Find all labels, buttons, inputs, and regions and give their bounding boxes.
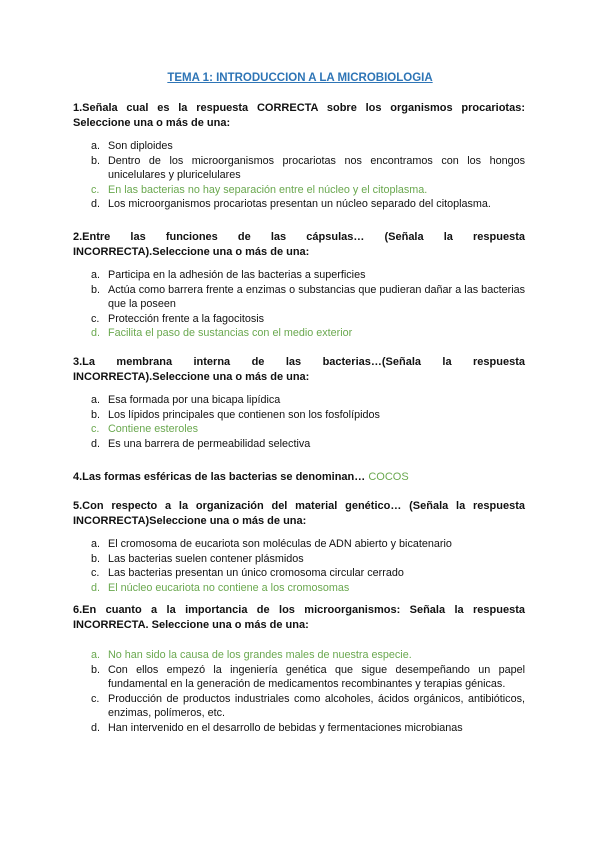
option-b: b. Actúa como barrera frente a enzimas o substancias que pudieran dañar a las bacterias que la poseen <box>91 283 525 310</box>
option-b: b. Las bacterias suelen contener plásmidos <box>91 552 304 565</box>
options-list <box>73 139 525 212</box>
question-6 <box>73 603 525 735</box>
question-text: 3.La membrana interna de las bacterias…(Señala la respuesta INCORRECTA).Seleccione una o más de una: <box>73 356 525 383</box>
option-d-correct: d. Facilita el paso de sustancias con el medio exterior <box>91 327 353 339</box>
option-c-correct: c. En las bacterias no hay separación entre el núcleo y el citoplasma. <box>91 183 428 196</box>
option-a: a. Esa formada por una bicapa lipídica <box>91 394 281 406</box>
options-list <box>73 268 525 341</box>
option-b: b. Dentro de los microorganismos procariotas nos encontramos con los hongos unicelulares y pluricelulares <box>91 154 525 181</box>
question-2 <box>73 230 525 341</box>
answer-text: COCOS <box>368 471 409 483</box>
option-a: a. Participa en la adhesión de las bacterias a superficies <box>91 269 366 281</box>
options-list <box>73 648 525 735</box>
options-list <box>73 393 525 451</box>
question-3 <box>73 355 525 451</box>
question-text: 5.Con respecto a la organización del material genético… (Señala la respuesta INCORRECTA)Seleccione una o más de una: <box>73 500 525 527</box>
question-1 <box>73 101 525 212</box>
question-4 <box>73 470 525 485</box>
option-c: c. Protección frente a la fagocitosis <box>91 312 265 325</box>
question-5 <box>73 499 525 595</box>
option-d: d. Es una barrera de permeabilidad selectiva <box>91 437 311 450</box>
option-a: a. El cromosoma de eucariota son moléculas de ADN abierto y bicatenario <box>91 538 452 550</box>
option-d: d. Han intervenido en el desarrollo de bebidas y fermentaciones microbianas <box>91 721 463 734</box>
question-text: 1.Señala cual es la respuesta CORRECTA sobre los organismos procariotas: Seleccione una o más de una: <box>73 102 525 129</box>
option-c: c. Producción de productos industriales como alcoholes, ácidos orgánicos, antibióticos, enzimas, polímeros, etc. <box>91 692 525 719</box>
option-d-correct: d. El núcleo eucariota no contiene a los cromosomas <box>91 581 350 594</box>
option-c: c. Las bacterias presentan un único cromosoma circular cerrado <box>91 567 404 579</box>
question-text: 2.Entre las funciones de las cápsulas… (Señala la respuesta INCORRECTA).Seleccione una o más de una: <box>73 231 525 258</box>
document-title: TEMA 1: INTRODUCCION A LA MICROBIOLOGIA <box>167 72 433 84</box>
options-list <box>73 537 525 595</box>
option-d: d. Los microorganismos procariotas presentan un núcleo separado del citoplasma. <box>91 198 491 210</box>
question-text: 4.Las formas esféricas de las bacterias se denominan… COCOS <box>73 471 409 483</box>
option-a: a. Son diploides <box>91 140 173 152</box>
option-b: b. Con ellos empezó la ingeniería genética que sigue desempeñando un papel fundamental en la generación de medicamentos recombinantes y terapias génicas. <box>91 663 525 690</box>
option-c-correct: c. Contiene esteroles <box>91 423 199 435</box>
option-a-correct: a. No han sido la causa de los grandes males de nuestra especie. <box>91 649 412 661</box>
question-text: 6.En cuanto a la importancia de los microorganismos: Señala la respuesta INCORRECTA. Seleccione una o más de una: <box>73 604 525 631</box>
option-b: b. Los lípidos principales que contienen son los fosfolípidos <box>91 408 380 421</box>
